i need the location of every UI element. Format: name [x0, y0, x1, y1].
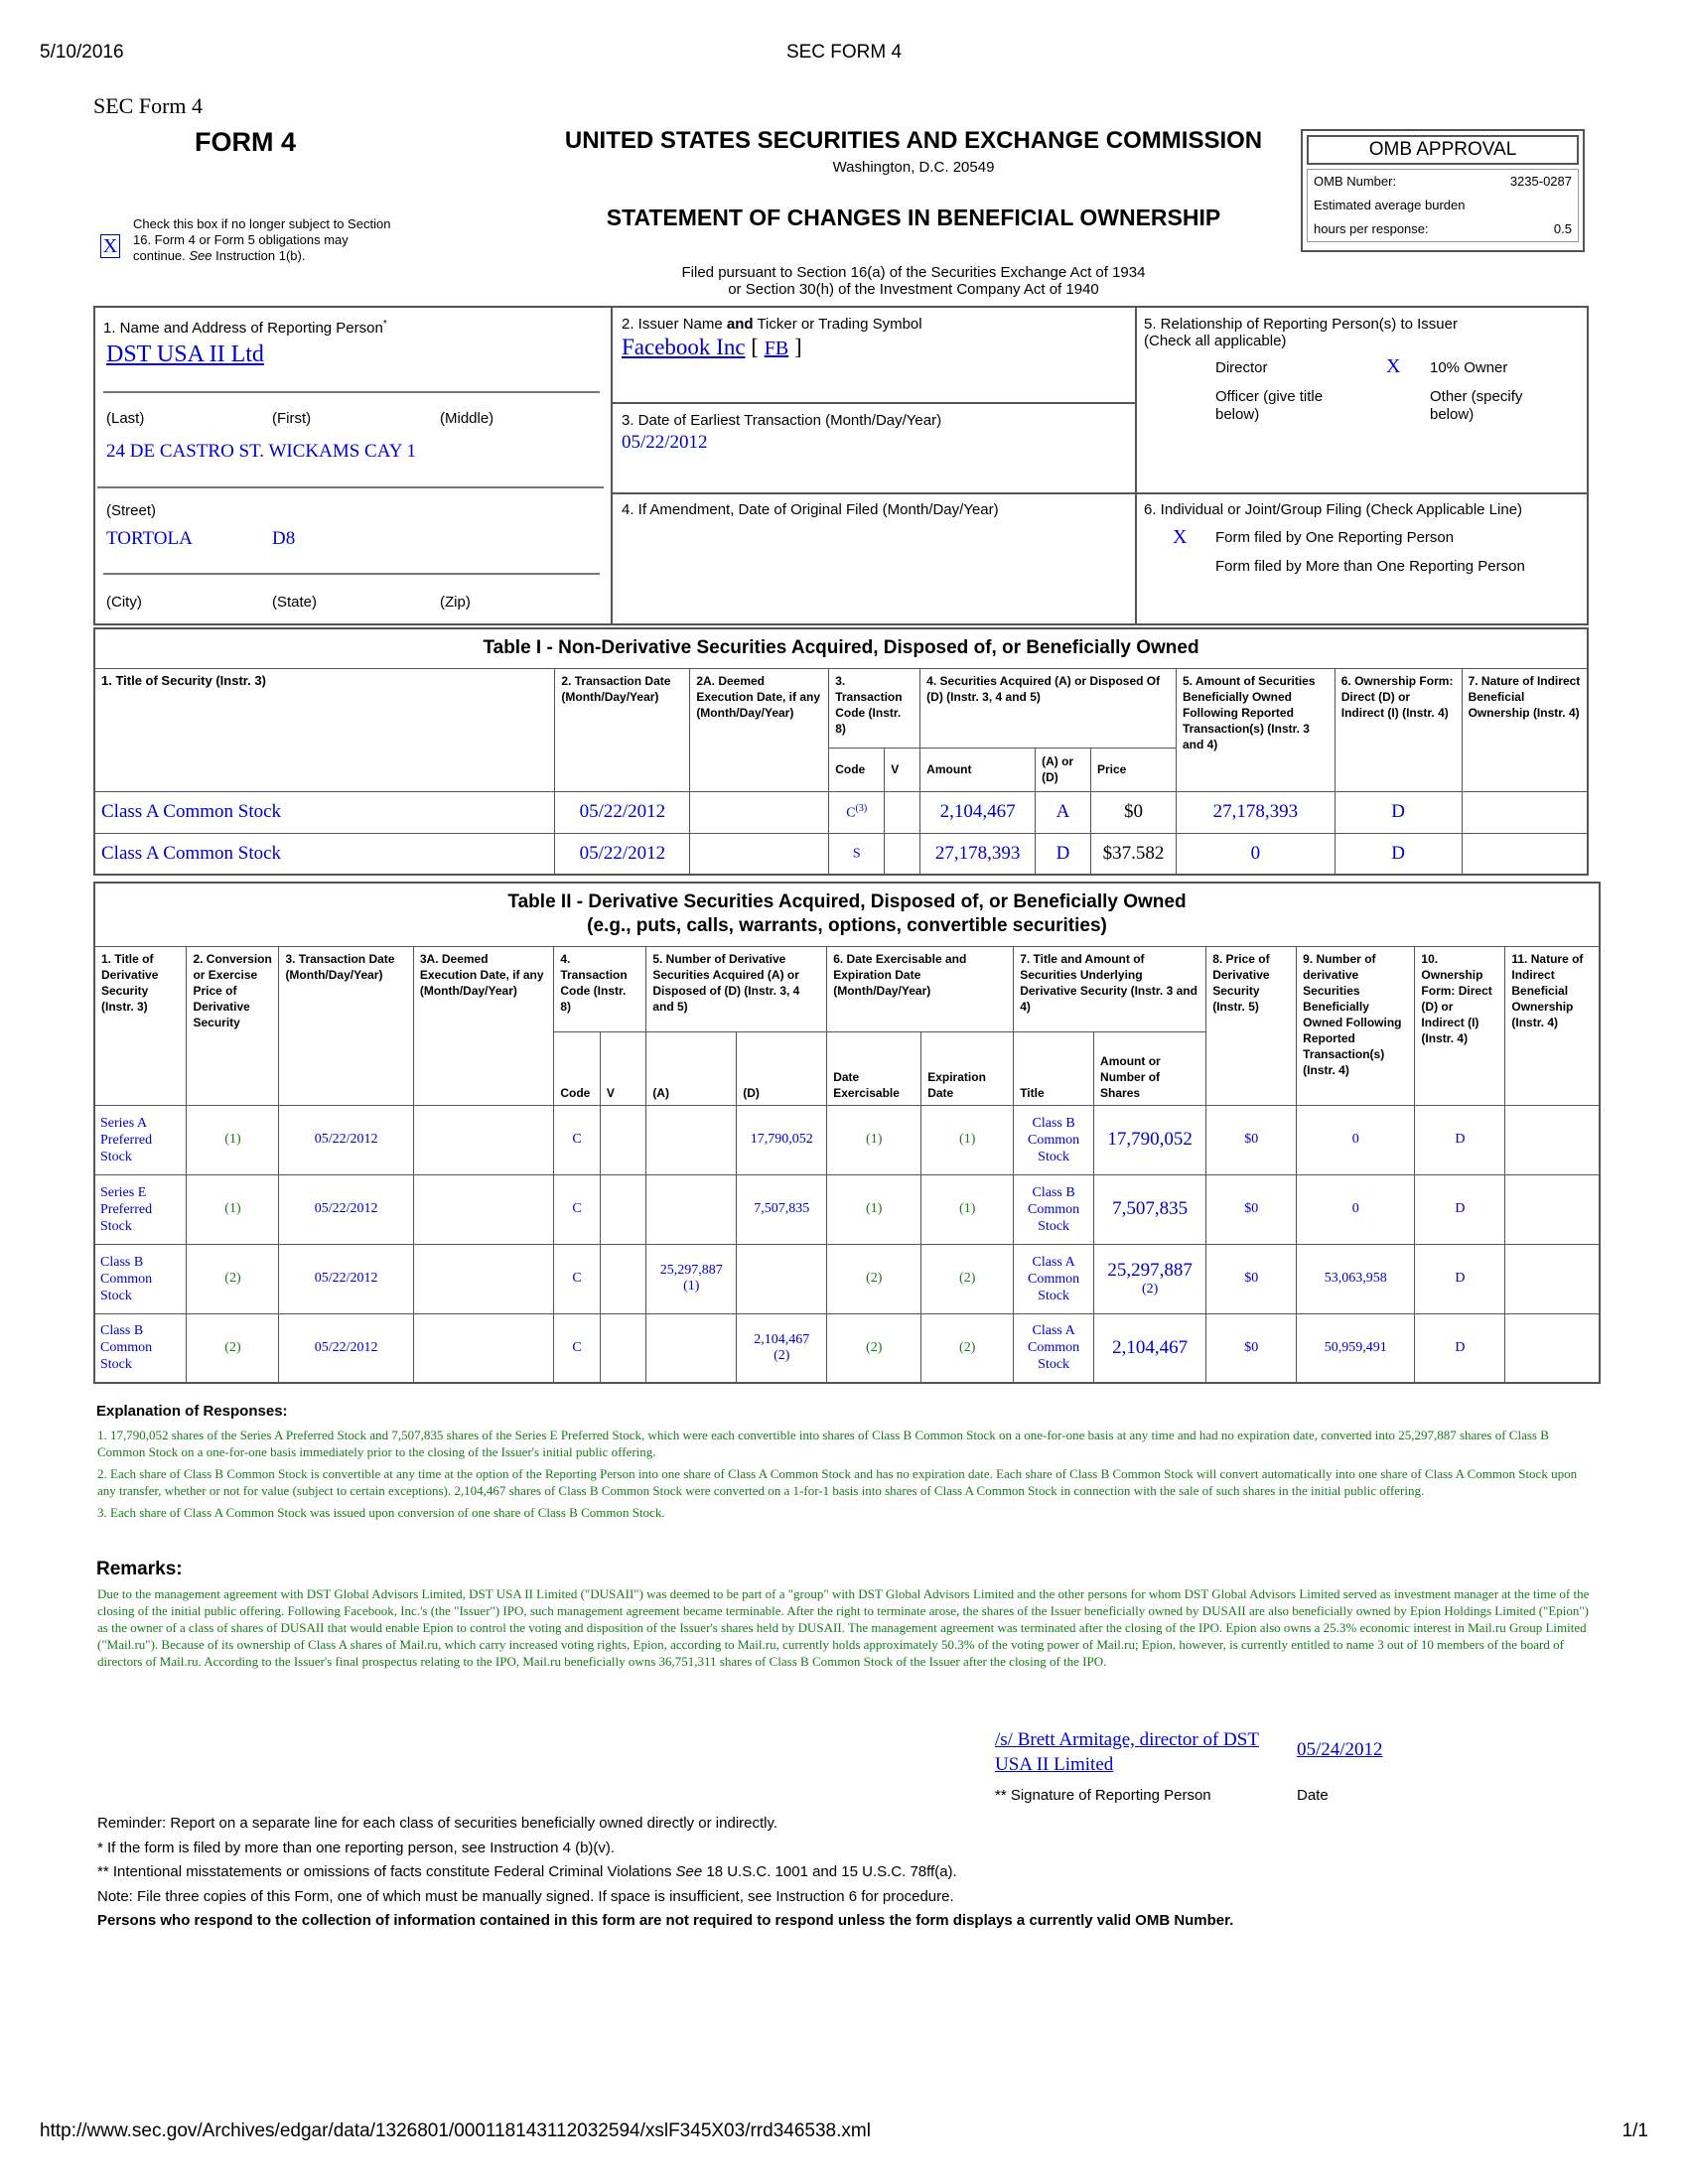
print-page: 1/1: [1621, 2120, 1648, 2141]
security-title: Class A Common Stock: [94, 791, 555, 833]
v-flag: [600, 1174, 645, 1244]
a-or-d: D: [1036, 833, 1091, 875]
col-transaction-date: 2. Transaction Date (Month/Day/Year): [555, 668, 690, 791]
col-date-exercisable: 6. Date Exercisable and Expiration Date (Month/Day/Year): [827, 946, 1014, 1031]
box5-label: 5. Relationship of Reporting Person(s) to Issuer (Check all applicable): [1144, 316, 1458, 349]
transaction-code: C: [554, 1313, 600, 1383]
amount: 2,104,467: [920, 791, 1036, 833]
ownership-form: D: [1335, 833, 1462, 875]
reporting-person-name[interactable]: DST USA II Ltd: [106, 341, 264, 367]
date-exercisable: (2): [827, 1244, 921, 1313]
acquired-a: [646, 1313, 737, 1383]
omb-details: [1307, 169, 1579, 242]
col-a-or-d: (A) or (D): [1036, 748, 1091, 791]
director-label: Director: [1215, 359, 1268, 376]
derivative-price: $0: [1206, 1174, 1297, 1244]
print-date: 5/10/2016: [40, 42, 124, 63]
issuer-field: [622, 335, 802, 360]
col-derivative-title: 1. Title of Derivative Security (Instr. 3): [94, 946, 187, 1105]
col-conversion-price: 2. Conversion or Exercise Price of Derivative Security: [187, 946, 279, 1105]
nature-ownership: [1505, 1244, 1600, 1313]
other-label: Other (specify below): [1430, 388, 1523, 423]
v-flag: [885, 791, 920, 833]
box3-label: 3. Date of Earliest Transaction (Month/Day/Year): [622, 412, 942, 429]
omb-hours-value: 0.5: [1553, 221, 1572, 236]
divider: [103, 391, 600, 393]
nature-ownership: [1505, 1174, 1600, 1244]
street-value: 24 DE CASTRO ST. WICKAMS CAY 1: [106, 441, 416, 462]
col-exercisable: Date Exercisable: [827, 1031, 921, 1105]
col-a: (A): [646, 1031, 737, 1105]
col-securities-acquired: 4. Securities Acquired (A) or Disposed Of (D) (Instr. 3, 4 and 5): [920, 668, 1177, 748]
derivative-price: $0: [1206, 1313, 1297, 1383]
col-transaction-code: 4. Transaction Code (Instr. 8): [554, 946, 646, 1031]
deemed-date: [413, 1313, 553, 1383]
deemed-date: [413, 1244, 553, 1313]
deemed-date: [413, 1105, 553, 1174]
earliest-transaction-date: 05/22/2012: [622, 432, 708, 453]
omb-burden-label: Estimated average burden: [1314, 198, 1466, 212]
transaction-date: 05/22/2012: [279, 1174, 413, 1244]
explanation-list: [97, 1427, 1592, 1521]
expiration-date: (1): [921, 1105, 1014, 1174]
disposed-d: 2,104,467 (2): [737, 1313, 827, 1383]
v-flag: [600, 1244, 645, 1313]
disposed-d: 7,507,835: [737, 1174, 827, 1244]
one-person-mark: X: [1173, 526, 1188, 548]
nature-ownership: [1505, 1313, 1600, 1383]
omb-number-value: 3235-0287: [1509, 174, 1572, 189]
underlying-title: Class B Common Stock: [1014, 1174, 1094, 1244]
derivative-owned: 50,959,491: [1297, 1313, 1415, 1383]
col-code: Code: [554, 1031, 600, 1105]
col-ownership-form: 10. Ownership Form: Direct (D) or Indirect (I) (Instr. 4): [1415, 946, 1505, 1105]
divider: [612, 492, 1136, 494]
derivative-price: $0: [1206, 1244, 1297, 1313]
signature-date[interactable]: 05/24/2012: [1297, 1739, 1383, 1760]
col-nature-ownership: 11. Nature of Indirect Beneficial Ownership (Instr. 4): [1505, 946, 1600, 1105]
explanation-item: 2. Each share of Class B Common Stock is convertible at any time at the option of the Reporting Person into one share of Class A Common Stock and has no expiration date. Each share of Class B Common Stock will convert automatically into one share of Class A Common Stock upon any transfer, whether or not for value (subject to certain exceptions). 2,104,467 shares of Class B Common Stock were converted on a 1-for-1 basis into shares of Class A Common Stock in connection with the sale of such shares in the initial public offering.: [97, 1466, 1578, 1498]
omb-notice: Persons who respond to the collection of information contained in this form are not required to respond unless the form displays a currently valid OMB Number.: [97, 1912, 1234, 1929]
copies-note: Note: File three copies of this Form, one of which must be manually signed. If space is insufficient, see Instruction 6 for procedure.: [97, 1887, 954, 1905]
amount: 27,178,393: [920, 833, 1036, 875]
ticker-link[interactable]: FB: [764, 338, 789, 359]
date-exercisable: (1): [827, 1174, 921, 1244]
derivative-title: Series E Preferred Stock: [94, 1174, 187, 1244]
col-underlying-amount: Amount or Number of Shares: [1094, 1031, 1206, 1105]
disposed-d: [737, 1244, 827, 1313]
col-deemed-date: 3A. Deemed Execution Date, if any (Month/Day/Year): [413, 946, 553, 1105]
col-nature-ownership: 7. Nature of Indirect Beneficial Ownership (Instr. 4): [1462, 668, 1588, 791]
divider: [97, 486, 604, 488]
date-exercisable: (2): [827, 1313, 921, 1383]
table-1-title: Table I - Non-Derivative Securities Acquired, Disposed of, or Beneficially Owned: [94, 628, 1588, 668]
col-derivative-owned: 9. Number of derivative Securities Beneficially Owned Following Reported Transaction(s) (Instr. 4): [1297, 946, 1415, 1105]
transaction-code: C: [554, 1174, 600, 1244]
table-2-title: [94, 883, 1600, 946]
conversion-price: (1): [187, 1105, 279, 1174]
omb-title: OMB APPROVAL: [1307, 135, 1579, 165]
table-row: [94, 791, 1588, 833]
remarks-text: Due to the management agreement with DST Global Advisors Limited, DST USA II Limited ("DUSAII") was deemed to be part of a "group" with DST Global Advisors Limited and the other persons for whom DST Global Advisors Limited served as investment manager at the time of the closing of the initial public offering. Following Facebook, Inc.'s (the "Issuer") IPO, such management agreement became terminable. After the right to terminate arose, the shares of the Issuer beneficially owned by DUSAII are also beneficially owned by Epion Holdings Limited ("Epion") as the owner of a class of shares of DUSAII that would enable Epion to control the voting and disposition of the Issuer's shares held by DUSAII. The management agreement was terminated after the closing of the IPO. Epion also owns a 25.3% economic interest in Mail.ru Group Limited ("Mail.ru"). Because of its ownership of Class A shares of Mail.ru, which carry increased voting rights, Epion, according to Mail.ru, currently holds approximately 50.3% of the voting power of Mail.ru; Epion, however, is currently entitled to name 3 out of 10 members of the board of directors of Mail.ru. According to the Issuer's final prospectus relating to the IPO, Mail.ru beneficially owns 36,751,311 shares of Class B Common Stock of the Issuer after the closing of the IPO.: [97, 1586, 1590, 1669]
table-2: [93, 882, 1601, 1384]
table-1: [93, 627, 1589, 876]
ten-percent-owner-mark: X: [1386, 355, 1401, 377]
v-flag: [885, 833, 920, 875]
underlying-amount: 17,790,052: [1094, 1105, 1206, 1174]
filed-line-2: or Section 30(h) of the Investment Company Act of 1940: [728, 281, 1099, 298]
derivative-owned: 53,063,958: [1297, 1244, 1415, 1313]
omb-number-label: OMB Number:: [1314, 174, 1397, 189]
instruction-note: * If the form is filed by more than one reporting person, see Instruction 4 (b)(v).: [97, 1839, 616, 1856]
form-name: FORM 4: [195, 127, 297, 157]
col-price: Price: [1091, 748, 1177, 791]
derivative-title: Series A Preferred Stock: [94, 1105, 187, 1174]
transaction-date: 05/22/2012: [279, 1105, 413, 1174]
reminder-note: Reminder: Report on a separate line for each class of securities beneficially owned directly or indirectly.: [97, 1815, 778, 1832]
transaction-date: 05/22/2012: [555, 833, 690, 875]
amount-owned: 27,178,393: [1176, 791, 1335, 833]
ownership-form: D: [1415, 1313, 1505, 1383]
derivative-title: Class B Common Stock: [94, 1313, 187, 1383]
table-row: [94, 833, 1588, 875]
transaction-code: $C^{(3)}$: [829, 791, 885, 833]
conversion-price: (2): [187, 1313, 279, 1383]
divider: [611, 306, 613, 625]
last-label: (Last): [106, 410, 145, 427]
table-row: [94, 1105, 1600, 1174]
explanation-item: 3. Each share of Class A Common Stock was issued upon conversion of one share of Class B Common Stock.: [97, 1505, 665, 1520]
signature-label: ** Signature of Reporting Person: [995, 1787, 1211, 1804]
first-label: (First): [272, 410, 312, 427]
underlying-amount: 7,507,835: [1094, 1174, 1206, 1244]
box1-label: 1. Name and Address of Reporting Person*: [103, 319, 387, 337]
derivative-owned: 0: [1297, 1105, 1415, 1174]
conversion-price: (2): [187, 1244, 279, 1313]
date-label: Date: [1297, 1787, 1329, 1804]
date-exercisable: (1): [827, 1105, 921, 1174]
officer-label: Officer (give title below): [1215, 388, 1324, 423]
expiration-date: (2): [921, 1244, 1014, 1313]
underlying-title: Class A Common Stock: [1014, 1313, 1094, 1383]
deemed-date: [690, 833, 829, 875]
disposed-d: 17,790,052: [737, 1105, 827, 1174]
checkbox-see: See: [189, 248, 212, 263]
city-label: (City): [106, 594, 142, 611]
ownership-form: D: [1415, 1174, 1505, 1244]
divider: [1136, 492, 1589, 494]
amount-owned: 0: [1176, 833, 1335, 875]
divider: [1135, 306, 1137, 625]
underlying-title: Class A Common Stock: [1014, 1244, 1094, 1313]
transaction-date: 05/22/2012: [279, 1244, 413, 1313]
transaction-date: 05/22/2012: [279, 1313, 413, 1383]
statement-title: STATEMENT OF CHANGES IN BENEFICIAL OWNERSHIP: [606, 205, 1221, 230]
table-2-title-line: Table II - Derivative Securities Acquired, Disposed of, or Beneficially Owned: [507, 891, 1187, 913]
col-transaction-code: 3. Transaction Code (Instr. 8): [829, 668, 920, 748]
ten-percent-owner-label: 10% Owner: [1430, 359, 1508, 376]
ownership-form: D: [1415, 1105, 1505, 1174]
col-v: V: [600, 1031, 645, 1105]
checkbox-instruction: Instruction 1(b).: [215, 248, 306, 263]
transaction-code: S: [829, 833, 885, 875]
col-underlying-title: Title: [1014, 1031, 1094, 1105]
acquired-a: [646, 1105, 737, 1174]
col-number-derivative: 5. Number of Derivative Securities Acquired (A) or Disposed of (D) (Instr. 3, 4 and 5): [646, 946, 827, 1031]
col-d: (D): [737, 1031, 827, 1105]
acquired-a: 25,297,887 (1): [646, 1244, 737, 1313]
remarks-title: Remarks:: [96, 1559, 183, 1579]
col-amount-owned: 5. Amount of Securities Beneficially Owned Following Reported Transaction(s) (Instr. 3 and 4): [1176, 668, 1335, 791]
ownership-form: D: [1415, 1244, 1505, 1313]
price: $0: [1091, 791, 1177, 833]
nature-ownership: [1462, 833, 1588, 875]
derivative-owned: 0: [1297, 1174, 1415, 1244]
filed-pursuant: [417, 264, 1410, 298]
acquired-a: [646, 1174, 737, 1244]
deemed-date: [413, 1174, 553, 1244]
issuer-name-link[interactable]: Facebook Inc: [622, 335, 746, 359]
filed-line-1: Filed pursuant to Section 16(a) of the Securities Exchange Act of 1934: [681, 264, 1146, 281]
col-title-security: 1. Title of Security (Instr. 3): [94, 668, 555, 791]
transaction-code: C: [554, 1244, 600, 1313]
table-2-subtitle: (e.g., puts, calls, warrants, options, convertible securities): [587, 915, 1107, 937]
city-value: TORTOLA: [106, 528, 193, 549]
bracket: [: [745, 335, 765, 359]
table-row: [94, 1174, 1600, 1244]
box2-label: 2. Issuer Name and Ticker or Trading Symbol: [622, 316, 922, 333]
checkbox-text: [133, 216, 401, 264]
box6-label: 6. Individual or Joint/Group Filing (Check Applicable Line): [1144, 501, 1523, 518]
deemed-date: [690, 791, 829, 833]
col-expiration: Expiration Date: [921, 1031, 1014, 1105]
col-ownership-form: 6. Ownership Form: Direct (D) or Indirect (I) (Instr. 4): [1335, 668, 1462, 791]
expiration-date: (1): [921, 1174, 1014, 1244]
bracket: ]: [788, 335, 802, 359]
nature-ownership: [1462, 791, 1588, 833]
form-label: SEC Form 4: [93, 93, 204, 118]
v-flag: [600, 1105, 645, 1174]
divider: [103, 573, 600, 575]
col-transaction-date: 3. Transaction Date (Month/Day/Year): [279, 946, 413, 1105]
section16-checkbox[interactable]: X: [100, 234, 120, 258]
underlying-amount: 2,104,467: [1094, 1313, 1206, 1383]
notes: [97, 1812, 1587, 1934]
print-title: SEC FORM 4: [785, 42, 903, 63]
divider: [612, 402, 1136, 404]
col-underlying: 7. Title and Amount of Securities Underlying Derivative Security (Instr. 3 and 4): [1014, 946, 1206, 1031]
derivative-price: $0: [1206, 1105, 1297, 1174]
expiration-date: (2): [921, 1313, 1014, 1383]
col-deemed-date: 2A. Deemed Execution Date, if any (Month/Day/Year): [690, 668, 829, 791]
omb-approval-box: [1301, 129, 1585, 252]
print-url: http://www.sec.gov/Archives/edgar/data/1326801/000118143112032594/xslF345X03/rrd346538.xml: [40, 2120, 871, 2141]
security-title: Class A Common Stock: [94, 833, 555, 875]
transaction-date: 05/22/2012: [555, 791, 690, 833]
agency-location: Washington, D.C. 20549: [832, 159, 995, 176]
state-value: D8: [272, 528, 296, 549]
checkbox-label: Check this box if no longer subject to Section 16. Form 4 or Form 5 obligations may continue.: [133, 216, 391, 263]
derivative-title: Class B Common Stock: [94, 1244, 187, 1313]
a-or-d: A: [1036, 791, 1091, 833]
one-person-label: Form filed by One Reporting Person: [1215, 529, 1455, 546]
signature-name[interactable]: /s/ Brett Armitage, director of DST USA II Limited: [995, 1729, 1259, 1775]
col-amount: Amount: [920, 748, 1036, 791]
more-persons-label: Form filed by More than One Reporting Person: [1215, 558, 1525, 575]
transaction-code: C: [554, 1105, 600, 1174]
price: $37.582: [1091, 833, 1177, 875]
ownership-form: D: [1335, 791, 1462, 833]
state-label: (State): [272, 594, 318, 611]
middle-label: (Middle): [440, 410, 494, 427]
underlying-amount: 25,297,887 (2): [1094, 1244, 1206, 1313]
misstatement-note: ** Intentional misstatements or omissions of facts constitute Federal Criminal Violations See 18 U.S.C. 1001 and 15 U.S.C. 78ff(a).: [97, 1863, 957, 1880]
street-label: (Street): [106, 502, 157, 519]
conversion-price: (1): [187, 1174, 279, 1244]
col-code: Code: [829, 748, 885, 791]
agency-title: UNITED STATES SECURITIES AND EXCHANGE COMMISSION: [564, 127, 1263, 154]
explanation-item: 1. 17,790,052 shares of the Series A Preferred Stock and 7,507,835 shares of the Series E Preferred Stock, which were each convertible into shares of Class B Common Stock on a one-for-one basis at any time and had no expiration date, converted into 25,297,887 shares of Class B Common Stock on a one-for-one basis immediately prior to the closing of the Issuer's initial public offering.: [97, 1428, 1549, 1459]
explanation-title: Explanation of Responses:: [96, 1403, 288, 1420]
reporting-info-section: [93, 306, 1589, 625]
table-row: [94, 1313, 1600, 1383]
zip-label: (Zip): [440, 594, 471, 611]
v-flag: [600, 1313, 645, 1383]
omb-hours-label: hours per response:: [1314, 221, 1429, 236]
col-v: V: [885, 748, 920, 791]
underlying-title: Class B Common Stock: [1014, 1105, 1094, 1174]
col-derivative-price: 8. Price of Derivative Security (Instr. 5): [1206, 946, 1297, 1105]
box4-label: 4. If Amendment, Date of Original Filed (Month/Day/Year): [622, 501, 999, 518]
nature-ownership: [1505, 1105, 1600, 1174]
table-row: [94, 1244, 1600, 1313]
